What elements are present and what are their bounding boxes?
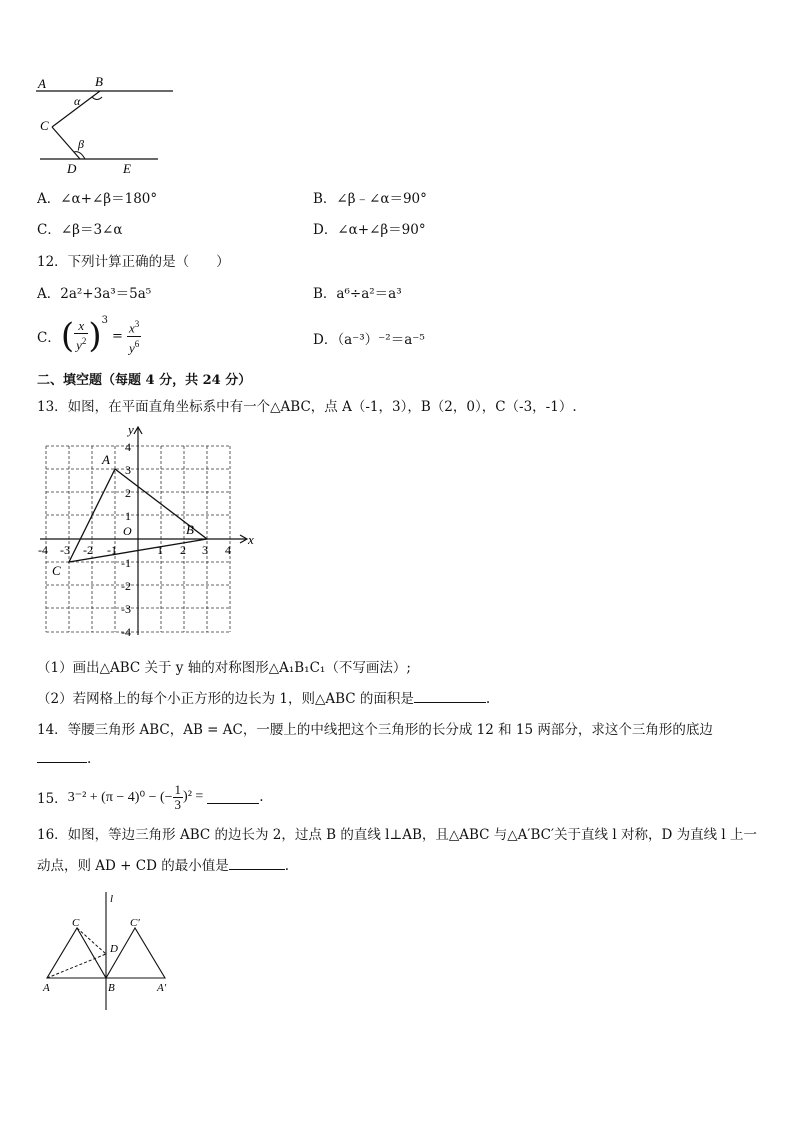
- q14-stem: 14．等腰三角形 ABC，AB = AC，一腰上的中线把这个三角形的长分成 12 和 15 两部分，求这个三角形的底边: [37, 722, 713, 738]
- coordinate-grid-figure: [30, 420, 270, 640]
- y-tick-label: -3: [121, 602, 131, 616]
- q16-line-2-text: 动点，则 AD + CD 的最小值是: [37, 858, 229, 874]
- label-a: A: [43, 982, 50, 994]
- label-c: C: [40, 118, 49, 133]
- label-a-prime: A′: [157, 982, 167, 994]
- q12c-denominator: [74, 334, 88, 352]
- q12-stem: 12．下列计算正确的是（ ）: [37, 254, 230, 270]
- y-tick-label: -1: [121, 556, 131, 570]
- q12-option-b: B．a⁶÷a²＝a³: [313, 286, 402, 302]
- label-l: l: [110, 893, 114, 905]
- q16-line-1: 16．如图，等边三角形 ABC 的边长为 2，过点 B 的直线 l⊥AB，且△ABC 与△A′BC′关于直线 l 对称，D 为直线 l 上一: [37, 827, 757, 843]
- y-tick-label: 2: [125, 486, 131, 500]
- q12c-rnum-base: x: [128, 320, 135, 336]
- q13-part-2: [37, 687, 490, 707]
- label-b: B: [95, 74, 103, 89]
- q12c-fraction: [74, 319, 88, 352]
- q12c-result-numerator: [127, 317, 141, 336]
- q15-prefix: 15．: [37, 791, 68, 807]
- q12-option-c-prefix: C．: [37, 330, 61, 346]
- q12c-rden-base: y: [128, 339, 135, 355]
- q12-option-c: [37, 313, 141, 359]
- q11-option-a: A．∠α+∠β＝180°: [37, 191, 158, 207]
- q15-fraction: [173, 783, 184, 812]
- y-tick-label: 4: [125, 440, 131, 454]
- y-axis-label: y: [128, 422, 134, 437]
- angle-alpha-arc: [92, 97, 102, 100]
- label-beta: β: [78, 137, 84, 151]
- label-e: E: [123, 161, 131, 176]
- x-tick-label: 4: [225, 543, 231, 557]
- x-axis-label: x: [248, 532, 254, 547]
- q13-stem: 13．如图，在平面直角坐标系中有一个△ABC，点 A（-1，3），B（2，0），C（-3，-1）.: [37, 399, 577, 415]
- q15-end: .: [259, 789, 264, 805]
- x-tick-label: -1: [107, 543, 117, 557]
- q12c-den-exp: 2: [81, 336, 87, 347]
- y-tick-label: 3: [125, 463, 131, 477]
- q15-answer-blank[interactable]: [207, 791, 259, 804]
- q13-answer-blank[interactable]: [414, 690, 486, 703]
- x-tick-label: -3: [60, 543, 70, 557]
- label-d: D: [67, 161, 77, 176]
- segment-ad: [47, 954, 106, 978]
- point-a-label: A: [102, 452, 110, 467]
- q12c-numerator: x: [74, 319, 88, 334]
- q13-part-2-text: （2）若网格上的每个小正方形的边长为 1，则△ABC 的面积是: [37, 691, 414, 707]
- section-2-title: 二、填空题（每题 4 分，共 24 分）: [37, 373, 252, 388]
- right-paren: ): [88, 316, 102, 356]
- segment-cd: [52, 127, 80, 159]
- q12c-result-fraction: [127, 317, 141, 355]
- x-tick-label: 2: [180, 543, 186, 557]
- q15-expression: 3⁻² + (π − 4)⁰ − (−: [67, 789, 173, 805]
- y-tick-label: -4: [121, 625, 131, 639]
- q12-option-d: D．（a⁻³）⁻²＝a⁻⁵: [313, 332, 425, 348]
- y-tick-label: 1: [125, 509, 131, 523]
- q15-line: [37, 776, 264, 818]
- q16-end: .: [284, 858, 289, 874]
- parallel-lines-figure: [30, 72, 190, 180]
- q11-option-b: B．∠β﹣∠α＝90°: [313, 191, 427, 207]
- q14-answer-blank[interactable]: [37, 750, 87, 763]
- q12c-equals: =: [112, 328, 123, 344]
- triangle-abc: [47, 928, 106, 978]
- x-tick-label: -4: [38, 543, 48, 557]
- x-tick-label: 3: [202, 543, 208, 557]
- label-d: D: [110, 943, 118, 955]
- y-tick-label: -2: [121, 579, 131, 593]
- q15-frac-num: 1: [174, 781, 182, 797]
- q14-end: .: [87, 751, 92, 767]
- q13-part-1: （1）画出△ABC 关于 y 轴的对称图形△A₁B₁C₁（不写画法）;: [37, 660, 411, 676]
- point-b-label: B: [186, 522, 194, 537]
- label-c-prime: C′: [130, 917, 140, 929]
- q12c-rden-exp: 6: [134, 338, 140, 349]
- q12c-outer-exp: 3: [101, 315, 109, 326]
- q15-frac-den: 3: [174, 796, 182, 812]
- q16-line-2: [37, 854, 289, 874]
- x-tick-labels: [38, 543, 231, 557]
- q15-expression-end: )² =: [183, 789, 204, 804]
- q12c-result-denominator: [127, 337, 141, 355]
- q12c-den-base: y: [76, 337, 82, 353]
- q16-answer-blank[interactable]: [229, 857, 285, 870]
- symmetric-triangles-figure: [35, 888, 185, 1013]
- label-b: B: [108, 982, 115, 994]
- x-tick-label: -2: [83, 543, 93, 557]
- origin-label: O: [123, 524, 132, 538]
- q12-option-a: A．2a²+3a³＝5a⁵: [37, 286, 152, 302]
- left-paren: (: [60, 316, 75, 356]
- q11-option-c: C．∠β＝3∠α: [37, 222, 123, 238]
- q13-part-2-end: .: [485, 691, 491, 707]
- point-c-label: C: [52, 563, 61, 578]
- label-c: C: [72, 917, 80, 929]
- label-alpha: α: [74, 94, 81, 108]
- x-tick-label: 1: [157, 543, 163, 557]
- q11-option-d: D．∠α+∠β＝90°: [313, 222, 426, 238]
- label-a: A: [38, 76, 46, 91]
- q12c-rnum-exp: 3: [134, 319, 140, 330]
- q14-answer-line: [37, 750, 91, 767]
- segment-cd: [77, 928, 106, 954]
